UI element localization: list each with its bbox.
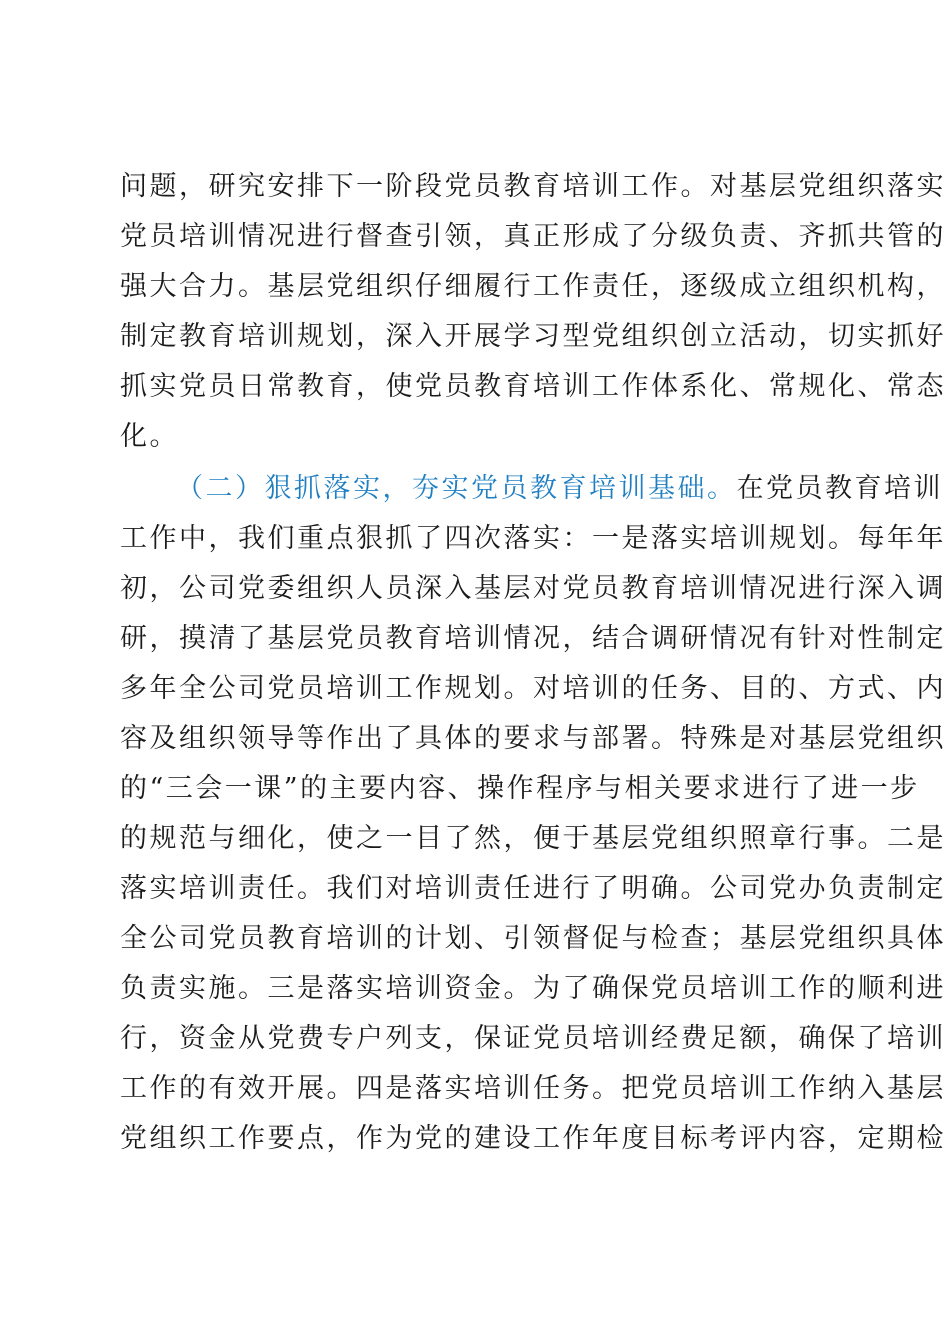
paragraph-line: 党员培训情况进行督查引领，真正形成了分级负责、齐抓共管的: [120, 221, 946, 252]
paragraph-1: [120, 162, 946, 462]
paragraph-line: 全公司党员教育培训的计划、引领督促与检查；基层党组织具体: [120, 923, 946, 954]
paragraph-line: 工作的有效开展。四是落实培训任务。把党员培训工作纳入基层: [120, 1073, 946, 1104]
paragraph-line: 初，公司党委组织人员深入基层对党员教育培训情况进行深入调: [120, 573, 946, 604]
paragraph-first-line: [120, 464, 943, 514]
paragraph-line: 问题，研究安排下一阶段党员教育培训工作。对基层党组织落实: [120, 171, 946, 202]
paragraph-line: 化。: [120, 421, 179, 452]
section-heading: （二）狠抓落实，夯实党员教育培训基础。: [176, 473, 737, 504]
paragraph-line: 党组织工作要点，作为党的建设工作年度目标考评内容，定期检: [120, 1123, 946, 1154]
paragraph-line: 容及组织领导等作出了具体的要求与部署。特殊是对基层党组织: [120, 723, 946, 754]
paragraph-line: 的规范与细化，使之一目了然，便于基层党组织照章行事。二是: [120, 823, 946, 854]
paragraph-line: 负责实施。三是落实培训资金。为了确保党员培训工作的顺利进: [120, 973, 946, 1004]
paragraph-line: 的“三会一课”的主要内容、操作程序与相关要求进行了进一步: [120, 773, 920, 804]
paragraph-line: 抓实党员日常教育，使党员教育培训工作体系化、常规化、常态: [120, 371, 946, 402]
paragraph-line: 强大合力。基层党组织仔细履行工作责任，逐级成立组织机构，: [120, 271, 946, 302]
paragraph-line-rest: 在党员教育培训: [736, 473, 943, 504]
paragraph-line: 制定教育培训规划，深入开展学习型党组织创立活动，切实抓好: [120, 321, 946, 352]
paragraph-line: 研，摸清了基层党员教育培训情况，结合调研情况有针对性制定: [120, 623, 946, 654]
paragraph-line: 行，资金从党费专户列支，保证党员培训经费足额，确保了培训: [120, 1023, 946, 1054]
paragraph-2: [120, 464, 946, 1164]
paragraph-line: 工作中，我们重点狠抓了四次落实：一是落实培训规划。每年年: [120, 523, 946, 554]
paragraph-line: 落实培训责任。我们对培训责任进行了明确。公司党办负责制定: [120, 873, 946, 904]
paragraph-line: 多年全公司党员培训工作规划。对培训的任务、目的、方式、内: [120, 673, 946, 704]
